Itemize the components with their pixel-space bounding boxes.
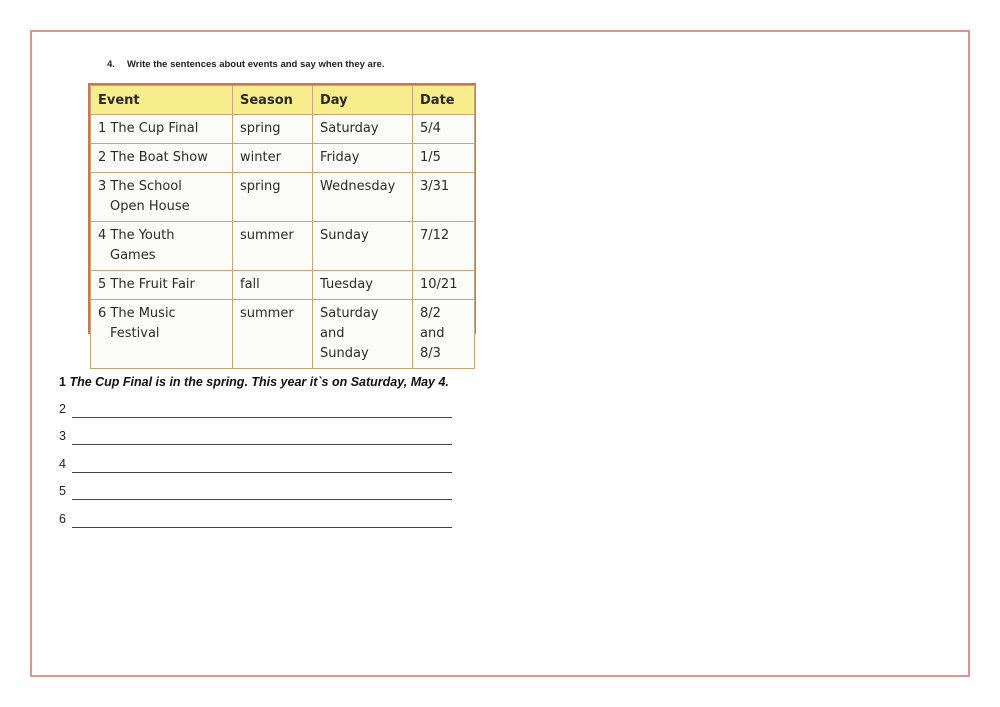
cell-day-line: Tuesday: [320, 277, 373, 292]
answer-blank-line[interactable]: [72, 513, 452, 528]
cell-day-line: Sunday: [320, 346, 369, 361]
cell-season: [233, 300, 313, 369]
header-day: Day: [313, 86, 413, 115]
cell-event-line: 4 The Youth: [98, 228, 175, 243]
cell-day-line: Saturday and: [320, 306, 379, 341]
cell-event: [91, 173, 233, 222]
cell-date: [413, 115, 475, 144]
cell-event: [91, 271, 233, 300]
example-number: 1: [59, 375, 66, 389]
table-header-row: [91, 86, 475, 115]
table-row: [91, 222, 475, 271]
cell-date-line: 3/31: [420, 179, 450, 194]
cell-day: [313, 271, 413, 300]
task-instruction: Write the sentences about events and say when they are.: [127, 59, 385, 70]
cell-date: [413, 222, 475, 271]
answer-number: 4: [59, 457, 66, 471]
cell-season: [233, 271, 313, 300]
answer-blank-line[interactable]: [72, 485, 452, 500]
cell-date: [413, 271, 475, 300]
cell-date: [413, 173, 475, 222]
table-row: [91, 271, 475, 300]
example-text: The Cup Final is in the spring. This year it`s on Saturday, May 4.: [69, 375, 449, 389]
cell-day: [313, 173, 413, 222]
task-heading: [107, 59, 384, 70]
answer-blank-line[interactable]: [72, 430, 452, 445]
cell-event-line: 2 The Boat Show: [98, 150, 208, 165]
cell-date-line: 7/12: [420, 228, 450, 243]
cell-season-value: spring: [240, 179, 281, 194]
cell-day-line: Wednesday: [320, 179, 396, 194]
header-event: Event: [91, 86, 233, 115]
cell-season-value: summer: [240, 228, 294, 243]
cell-date-line: 8/3: [420, 346, 441, 361]
cell-event: [91, 115, 233, 144]
table-row: [91, 144, 475, 173]
cell-day-line: Sunday: [320, 228, 369, 243]
cell-season: [233, 144, 313, 173]
cell-day: [313, 300, 413, 369]
table-body: [91, 115, 475, 369]
cell-season: [233, 115, 313, 144]
header-date: Date: [413, 86, 475, 115]
table-row: [91, 173, 475, 222]
cell-event-line: 3 The School: [98, 179, 182, 194]
events-table-wrapper: [88, 83, 476, 361]
cell-event-line: 5 The Fruit Fair: [98, 277, 195, 292]
cell-date: [413, 300, 475, 369]
cell-event-line: Open House: [110, 199, 190, 214]
cell-date-line: 8/2 and: [420, 306, 445, 341]
cell-event-line: 1 The Cup Final: [98, 121, 199, 136]
cell-date-line: 10/21: [420, 277, 458, 292]
cell-event-line: Games: [110, 248, 156, 263]
answer-number: 5: [59, 484, 66, 498]
cell-event: [91, 300, 233, 369]
cell-season-value: winter: [240, 150, 281, 165]
cell-season-value: spring: [240, 121, 281, 136]
cell-date-line: 5/4: [420, 121, 441, 136]
cell-day: [313, 115, 413, 144]
header-season: Season: [233, 86, 313, 115]
cell-day: [313, 144, 413, 173]
cell-season-value: fall: [240, 277, 260, 292]
cell-day-line: Friday: [320, 150, 360, 165]
table-row: [91, 300, 475, 369]
cell-season: [233, 222, 313, 271]
cell-event-line: Festival: [110, 326, 160, 341]
answer-number: 6: [59, 512, 66, 526]
events-table: [90, 85, 475, 369]
answer-blank-line[interactable]: [72, 403, 452, 418]
cell-season: [233, 173, 313, 222]
cell-season-value: summer: [240, 306, 294, 321]
answer-number: 3: [59, 429, 66, 443]
cell-day-line: Saturday: [320, 121, 379, 136]
answer-number: 2: [59, 402, 66, 416]
cell-event: [91, 222, 233, 271]
table-row: [91, 115, 475, 144]
cell-event-line: 6 The Music: [98, 306, 176, 321]
example-sentence: [59, 375, 449, 389]
cell-event: [91, 144, 233, 173]
answer-blank-line[interactable]: [72, 458, 452, 473]
cell-day: [313, 222, 413, 271]
cell-date: [413, 144, 475, 173]
task-number: 4.: [107, 59, 115, 70]
cell-date-line: 1/5: [420, 150, 441, 165]
